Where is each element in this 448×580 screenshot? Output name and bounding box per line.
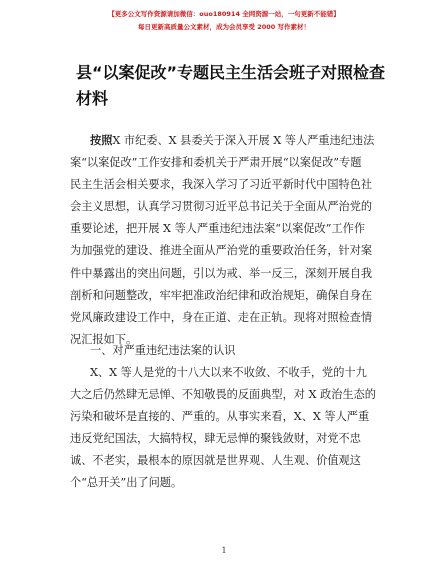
paragraph-text: X 市纪委、X 县委关于深入开展 X 等人严重违纪违法 bbox=[112, 134, 375, 147]
paragraph-line: 件中暴露出的突出问题，引以为戒、举一反三，深刻开展自我 bbox=[70, 266, 373, 280]
paragraph-line: 民主生活会相关要求，我深入学习了习近平新时代中国特色社 bbox=[70, 178, 373, 192]
paragraph bbox=[70, 129, 375, 351]
section-heading: 一、对严重违纪违法案的认识 bbox=[90, 344, 236, 357]
paragraph-line: 剖析和问题整改，牢牢把准政治纪律和政治规矩，确保自身在 bbox=[70, 288, 373, 302]
paragraph-line: 况汇报如下。 bbox=[70, 332, 138, 346]
page-number: 1 bbox=[221, 546, 227, 555]
title-line: 县“以案促改”专题民主生活会班子对照检查 bbox=[76, 63, 386, 82]
paragraph-line bbox=[90, 129, 375, 152]
title-line: 材料 bbox=[76, 89, 109, 108]
paragraph-line: 案“以案促改”工作安排和委机关于严肃开展“以案促改”专题 bbox=[70, 156, 362, 170]
promo-banner-line: 【更多公文写作资源请加微信：ouo180914 全网资源一站，一句更新不能错】 bbox=[108, 10, 340, 18]
paragraph-line: 为加强党的建设、推进全面从严治党的重要政治任务，针对案 bbox=[70, 244, 373, 258]
paragraph bbox=[70, 362, 376, 495]
paragraph-line: 重要论述，把开展 X 等人严重违纪违法案“以案促改”工作作 bbox=[70, 222, 366, 236]
paragraph-line: 污染和破坏是直接的、严重的。从事实来看，X、X 等人严重 bbox=[70, 410, 370, 424]
paragraph-line: X、X 等人是党的十八大以来不收敛、不收手，党的十九 bbox=[90, 366, 367, 379]
paragraph-line: 诚、不老实，最根本的原因就是世界观、人生观、价值观这 bbox=[70, 454, 361, 468]
document-title bbox=[76, 60, 386, 112]
paragraph-line: 会主义思想，认真学习贯彻习近平总书记关于全面从严治党的 bbox=[70, 200, 373, 214]
paragraph-line: 党风廉政建设工作中，身在正道、走在正轨。现将对照检查情 bbox=[70, 310, 373, 324]
paragraph-line: 个“总开关”出了问题。 bbox=[70, 476, 183, 490]
paragraph-line: 违反党纪国法，大搞特权，肆无忌惮的聚钱敛财，对党不忠 bbox=[70, 432, 361, 446]
paragraph-lead: 按照 bbox=[90, 133, 113, 147]
paragraph-line: 大之后仍然肆无忌惮、不知敬畏的反面典型，对 X 政治生态的 bbox=[70, 388, 376, 402]
promo-banner bbox=[0, 8, 448, 34]
promo-banner-line: 每日更新高质量公文素材，成为会员享受 2000 写作素材！ bbox=[137, 23, 311, 31]
